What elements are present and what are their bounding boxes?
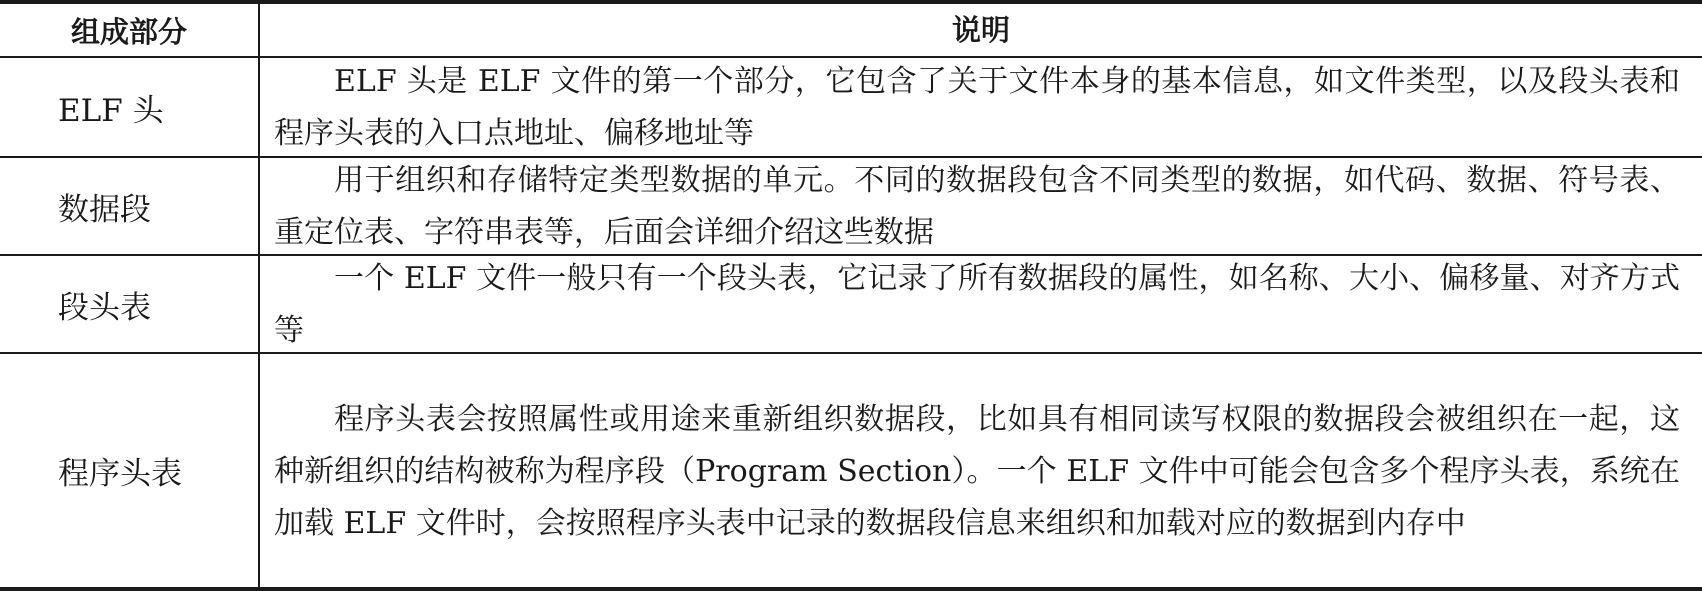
row-component: 程序头表 bbox=[0, 354, 260, 587]
table-row bbox=[0, 256, 1702, 354]
row-component: 段头表 bbox=[0, 256, 260, 352]
row-description-cell bbox=[260, 354, 1702, 587]
header-description: 说明 bbox=[951, 13, 1010, 47]
row-description-cell bbox=[260, 58, 1702, 156]
header-component: 组成部分 bbox=[0, 4, 260, 56]
row-description-cell bbox=[260, 158, 1702, 254]
row-component: 数据段 bbox=[0, 158, 260, 254]
table-header-row bbox=[0, 4, 1702, 58]
row-description: ELF 头是 ELF 文件的第一个部分，它包含了关于文件本身的基本信息，如文件类型，以及段头表和程序头表的入口点地址、偏移地址等 bbox=[274, 64, 1680, 151]
row-description: 用于组织和存储特定类型数据的单元。不同的数据段包含不同类型的数据，如代码、数据、符号表、重定位表、字符串表等，后面会详细介绍这些数据 bbox=[274, 163, 1680, 250]
row-description-cell bbox=[260, 256, 1702, 352]
row-description: 程序头表会按照属性或用途来重新组织数据段，比如具有相同读写权限的数据段会被组织在一起，这种新组织的结构被称为程序段（Program Section）。一个 ELF 文件中可能会包含多个程序头表，系统在加载 ELF 文件时，会按照程序头表中记录的数据段信息来组织和加载对应的数据到内存中 bbox=[274, 401, 1680, 541]
row-component: ELF 头 bbox=[0, 58, 260, 156]
table-row bbox=[0, 58, 1702, 158]
row-description: 一个 ELF 文件一般只有一个段头表，它记录了所有数据段的属性，如名称、大小、偏移量、对齐方式等 bbox=[274, 261, 1680, 348]
table-row bbox=[0, 354, 1702, 587]
table-row bbox=[0, 158, 1702, 256]
